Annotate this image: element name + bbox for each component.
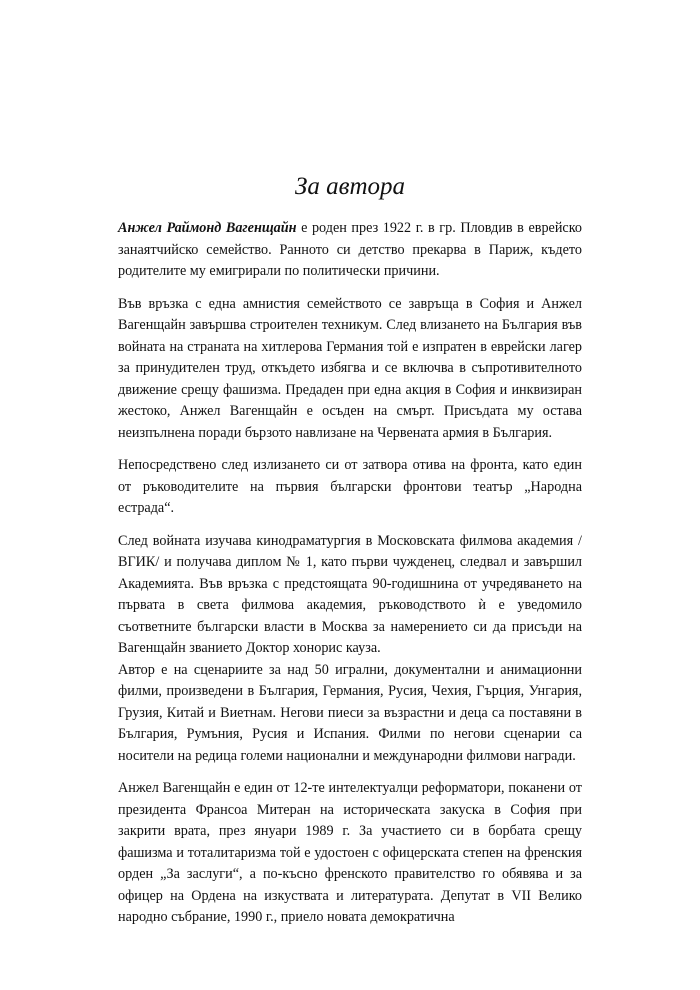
author-name: Анжел Раймонд Вагенщайн	[118, 220, 297, 236]
page-body	[118, 218, 582, 940]
page-title: За автора	[294, 173, 406, 200]
paragraph-birth-text: е роден през 1922 г. в гр. Пловдив в еврейско занаятчийско семейство. Ранното си детство прекарва в Париж, където родителите му емигрирали по политически причини.	[118, 220, 582, 279]
paragraph-birth	[118, 218, 582, 283]
paragraph-films: Автор е на сценариите за над 50 игрални, документални и анимационни филми, произведени в България, Германия, Русия, Чехия, Гърция, Унгария, Грузия, Китай и Виетнам. Негови пиеси за възрастни и деца са поставяни в България, Румъния, Русия и Испания. Филми по негови сценарии са носители на редица големи национални и международни филмови награди.	[118, 661, 582, 764]
paragraph-front: Непосредствено след излизането си от затвора отива на фронта, като един от ръководителите на първия български фронтови театър „Народна естрада“.	[118, 457, 582, 516]
paragraph-youth: Във връзка с една амнистия семейството се завръща в София и Анжел Вагенщайн завършва строителен техникум. След влизането на България във войната на страната на хитлерова Германия той е изпратен в еврейски лагер за принудителен труд, откъдето избягва и се включва в съпротивителното движение срещу фашизма. Предаден при една акция в София и инквизиран жестоко, Анжел Вагенщайн е осъден на смърт. Присъдата му остава неизпълнена поради бързото навлизане на Червената армия в България.	[118, 295, 582, 441]
paragraph-reformer: Анжел Вагенщайн е един от 12-те интелектуалци реформатори, поканени от президента Франсоа Митеран на историческата закуска в София при закрити врата, през януари 1989 г. За участието си в борбата срещу фашизма и тоталитаризма той е удостоен с офицерската степен на френския орден „За заслуги“, а по-късно френското правителство го обявява и за офицер на Ордена на изкуствата и литературата. Депутат в VII Велико народно събрание, 1990 г., приело новата демократична	[118, 780, 582, 925]
paragraph-academy: След войната изучава кинодраматургия в Московската филмова академия /ВГИК/ и получава диплом № 1, като първи чужденец, следвал и завършил Академията. Във връзка с предстоящата 90-годишнина от учредяването на първата в света филмова академия, ръководството ѝ е уведомило съответните български власти в Москва за намерението си да присъди на Вагенщайн званието Доктор хонорис кауза.	[118, 532, 582, 656]
